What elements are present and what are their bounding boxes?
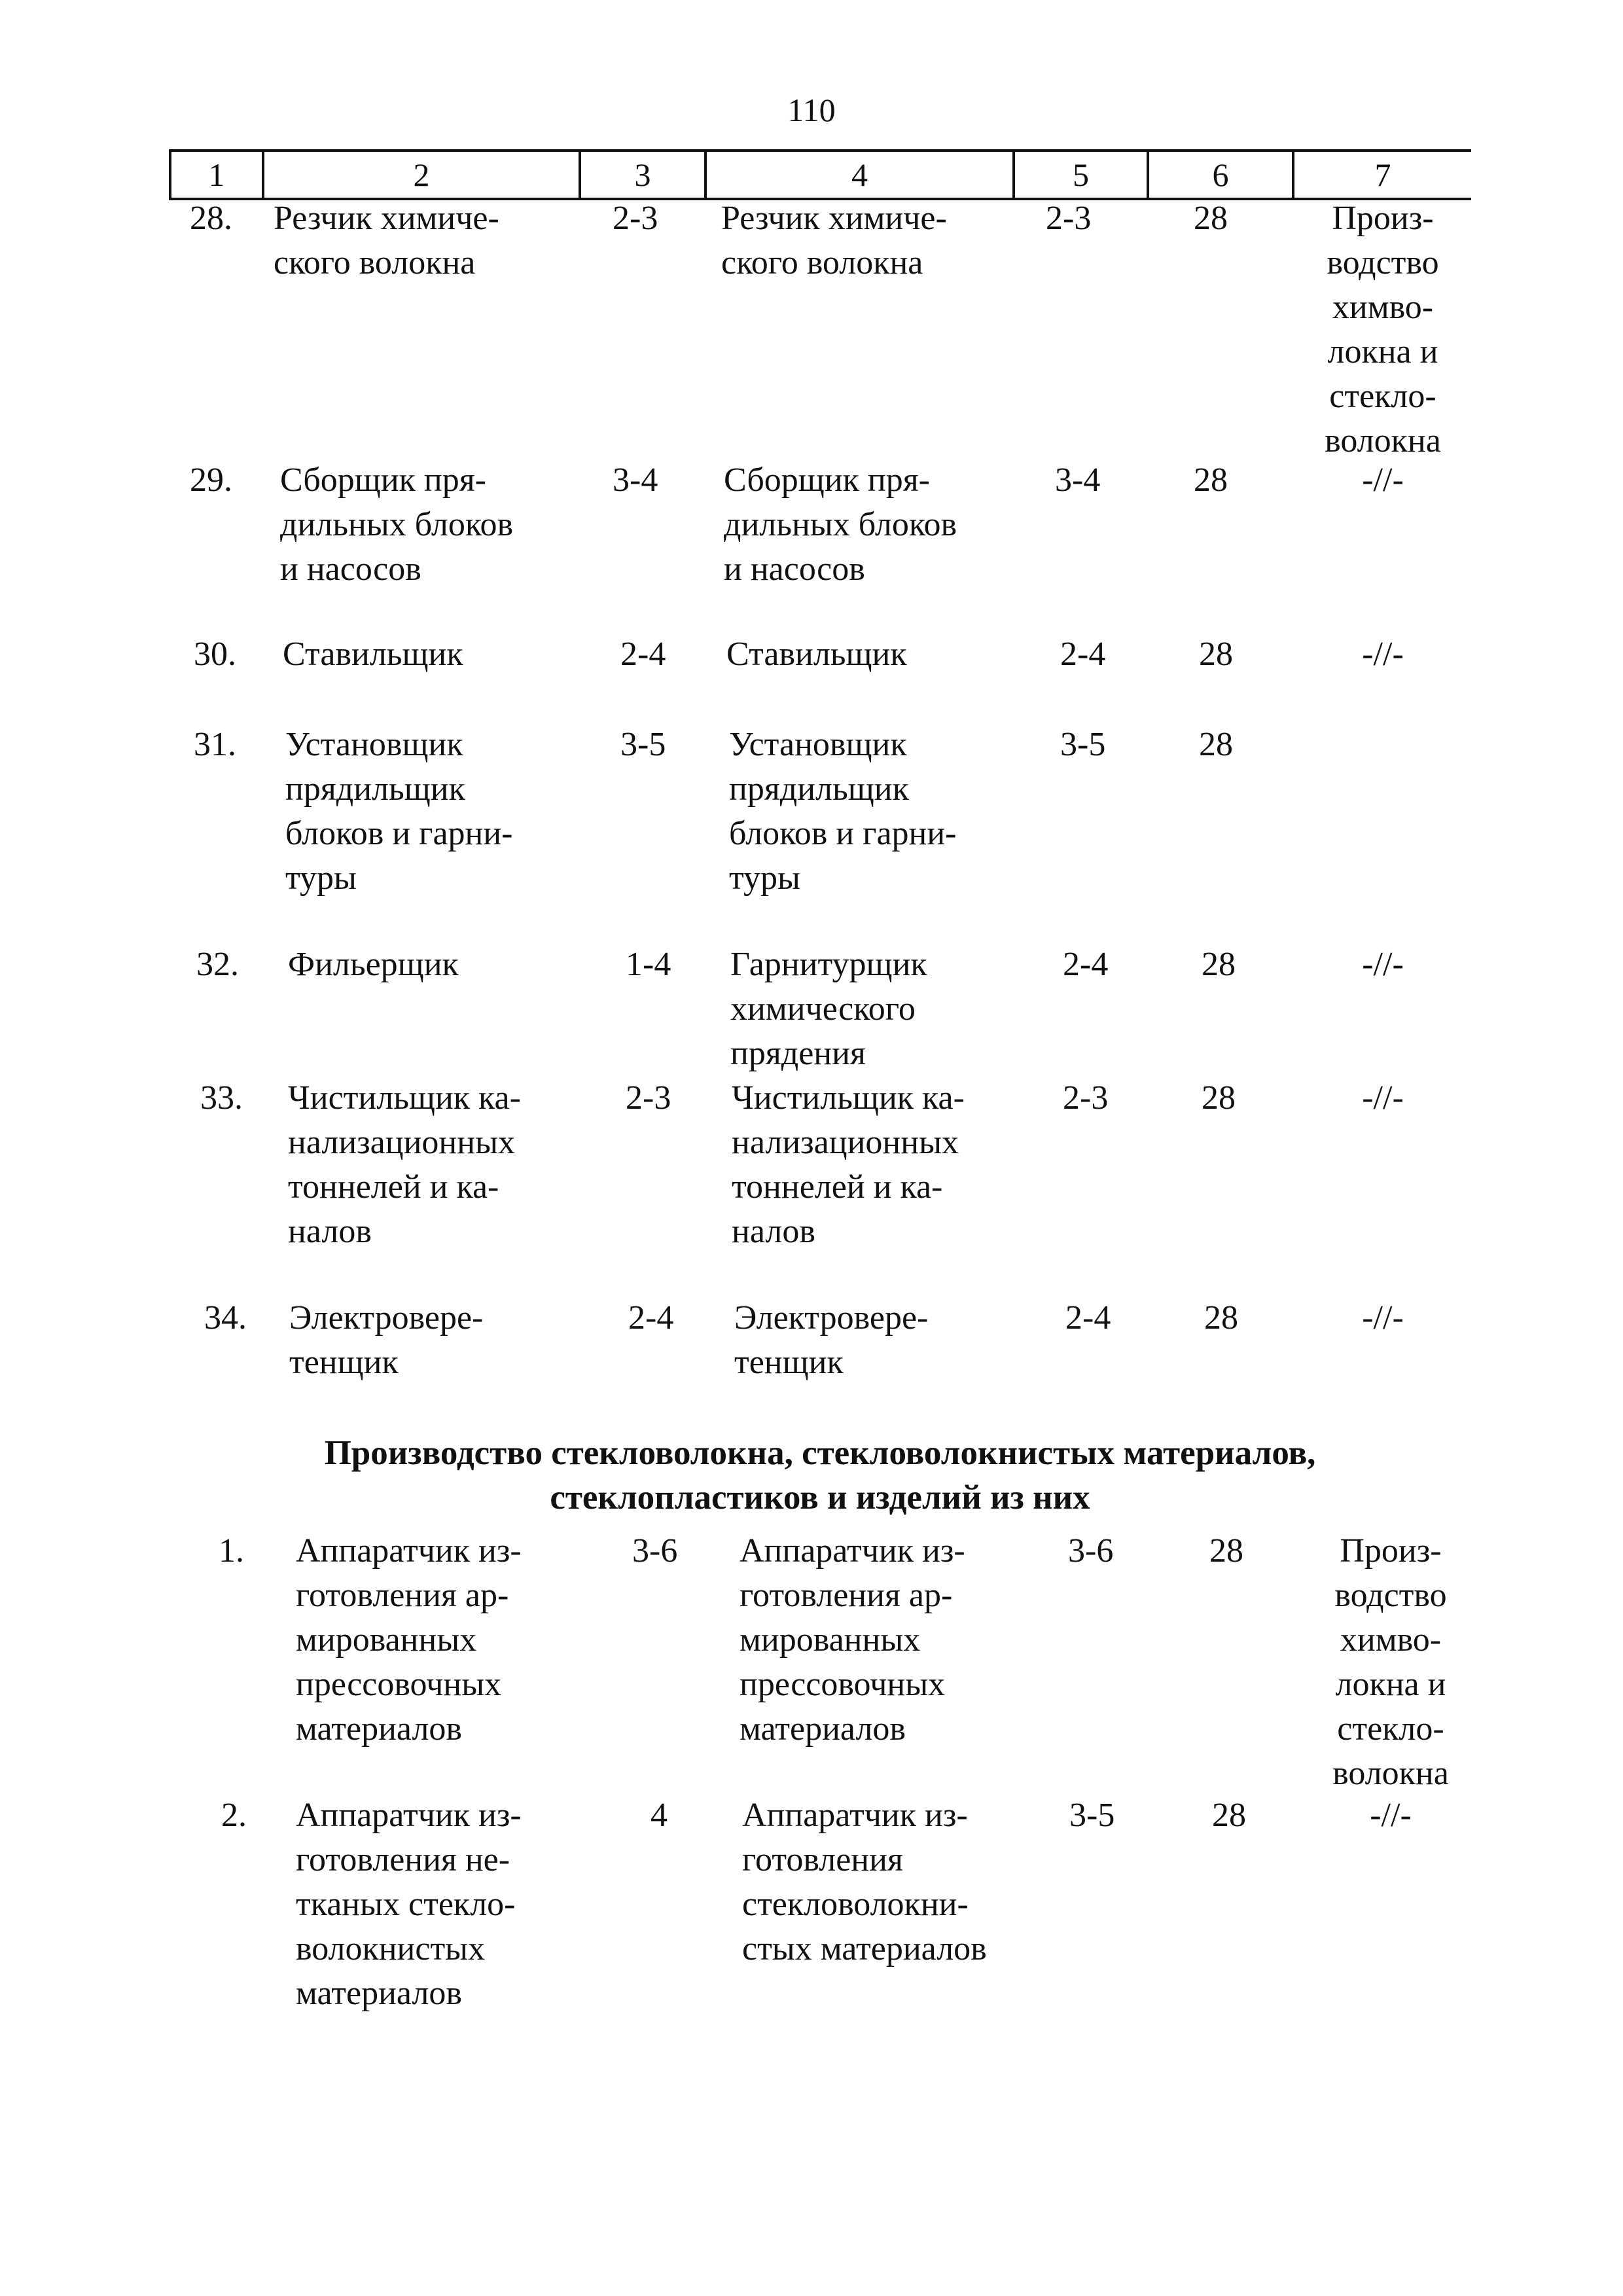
profession-name: Резчик химиче- ского волокна (274, 200, 499, 281)
industry-note: -//- (1362, 946, 1404, 983)
industry-note: Произ- водство химво- локна и стекло- волокна (1332, 1532, 1449, 1792)
row-number: 2. (221, 1797, 247, 1834)
grade-range-new: 3-5 (1060, 726, 1106, 763)
column-6-value: 28 (1194, 461, 1228, 499)
header-col-2: 2 (413, 156, 430, 193)
grade-range: 3-6 (632, 1532, 678, 1570)
profession-name-new: Установщик прядильщик блоков и гарни- туры (729, 726, 957, 897)
profession-name-new: Сборщик пря- дильных блоков и насосов (724, 461, 957, 588)
grade-range-new: 2-3 (1046, 200, 1092, 237)
profession-name-new: Электровере- тенщик (734, 1299, 929, 1381)
column-6-value: 28 (1199, 726, 1233, 763)
profession-name: Ставильщик (283, 636, 463, 673)
industry-note: -//- (1362, 636, 1404, 673)
grade-range: 2-4 (628, 1299, 674, 1336)
header-col-6: 6 (1212, 156, 1229, 193)
grade-range: 3-4 (613, 461, 658, 499)
column-6-value: 28 (1209, 1532, 1243, 1570)
column-6-value: 28 (1199, 636, 1233, 673)
header-col-5: 5 (1073, 156, 1089, 193)
column-6-value: 28 (1204, 1299, 1238, 1336)
row-number: 34. (204, 1299, 247, 1336)
row-number: 30. (194, 636, 236, 673)
profession-name: Чистильщик ка- нализационных тоннелей и ка- налов (288, 1079, 521, 1250)
profession-name-new: Аппаратчик из- готовления стекловолокни- стых материалов (742, 1797, 987, 1967)
profession-name: Электровере- тенщик (289, 1299, 484, 1381)
grade-range-new: 3-5 (1069, 1797, 1115, 1834)
industry-note: Произ- водство химво- локна и стекло- волокна (1325, 200, 1441, 459)
grade-range: 4 (651, 1797, 668, 1834)
grade-range-new: 2-4 (1065, 1299, 1111, 1336)
industry-note: -//- (1362, 1079, 1404, 1117)
row-number: 32. (196, 946, 239, 983)
grade-range-new: 2-4 (1060, 636, 1106, 673)
grade-range-new: 2-3 (1063, 1079, 1109, 1117)
header-col-4: 4 (851, 156, 868, 193)
profession-name: Фильерщик (288, 946, 459, 983)
column-6-value: 28 (1212, 1797, 1246, 1834)
header-col-1: 1 (208, 156, 225, 193)
profession-name-new: Ставильщик (726, 636, 907, 673)
industry-note: -//- (1362, 461, 1404, 499)
page-number: 110 (787, 92, 836, 128)
header-col-3: 3 (634, 156, 651, 193)
industry-note: -//- (1370, 1797, 1412, 1834)
profession-name-new: Чистильщик ка- нализационных тоннелей и ка- налов (732, 1079, 965, 1250)
grade-range: 1-4 (626, 946, 671, 983)
row-number: 28. (190, 200, 232, 237)
grade-range: 2-4 (620, 636, 666, 673)
row-number: 31. (194, 726, 236, 763)
row-number: 33. (200, 1079, 243, 1117)
profession-name: Аппаратчик из- готовления не- тканых стекло- волокнистых материалов (296, 1797, 522, 2012)
column-6-value: 28 (1202, 946, 1236, 983)
column-6-value: 28 (1202, 1079, 1236, 1117)
profession-name-new: Аппаратчик из- готовления ар- мированных прессовочных материалов (740, 1532, 965, 1748)
profession-name-new: Гарнитурщик химического прядения (730, 946, 927, 1072)
profession-name-new: Резчик химиче- ского волокна (721, 200, 947, 281)
profession-name: Сборщик пря- дильных блоков и насосов (280, 461, 514, 588)
grade-range-new: 2-4 (1063, 946, 1109, 983)
industry-note: -//- (1362, 1299, 1404, 1336)
grade-range-new: 3-4 (1055, 461, 1101, 499)
header-col-7: 7 (1374, 156, 1391, 193)
column-6-value: 28 (1194, 200, 1228, 237)
profession-name: Установщик прядильщик блоков и гарни- туры (285, 726, 513, 897)
grade-range-new: 3-6 (1068, 1532, 1114, 1570)
row-number: 29. (190, 461, 232, 499)
section-title: Производство стекловолокна, стекловолокнистых материалов, стеклопластиков и изделий из них (324, 1434, 1316, 1516)
row-number: 1. (219, 1532, 244, 1570)
grade-range: 3-5 (620, 726, 666, 763)
profession-name: Аппаратчик из- готовления ар- мированных прессовочных материалов (296, 1532, 522, 1748)
grade-range: 2-3 (626, 1079, 671, 1117)
grade-range: 2-3 (613, 200, 658, 237)
